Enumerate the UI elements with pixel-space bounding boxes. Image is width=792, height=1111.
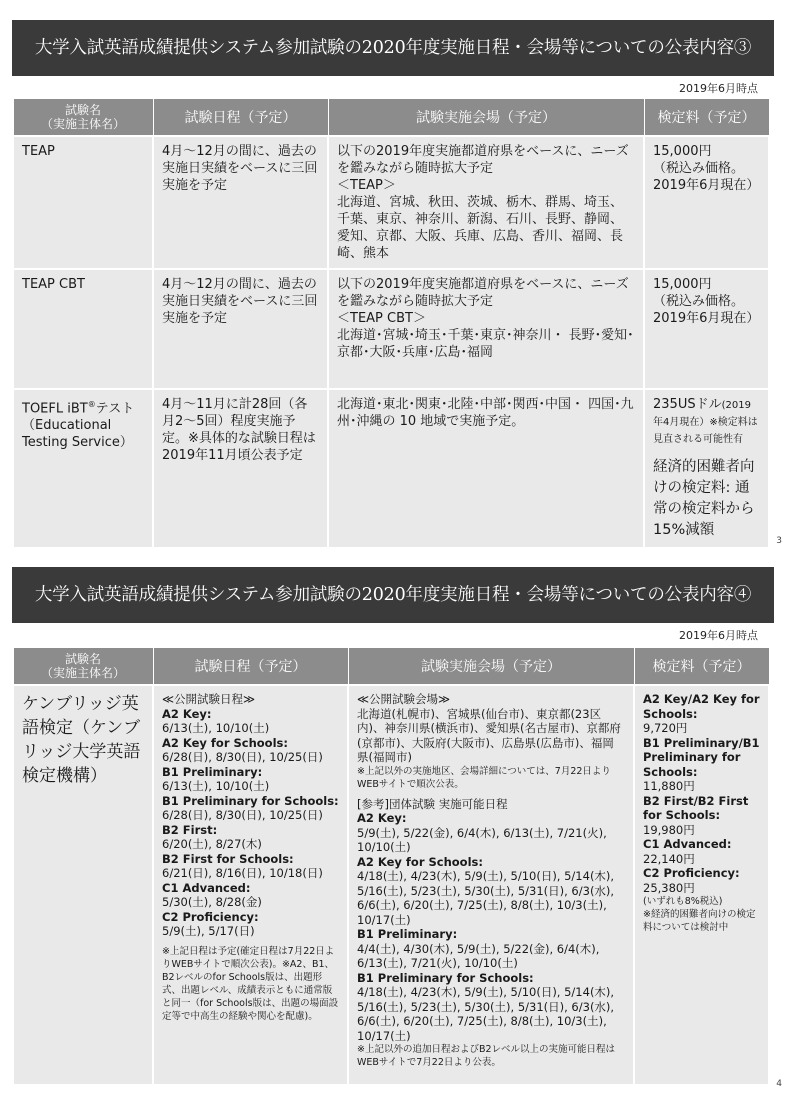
group-item-label: A2 Key:: [357, 811, 407, 825]
venue-note: ※上記以外の実施地区、会場詳細については、7月22日よりWEBサイトで順次公表。: [357, 765, 611, 790]
page-number: 3: [776, 536, 782, 546]
schedule-item-value: 6/21(日), 8/16(日), 10/18(日): [162, 866, 323, 880]
header-label: 試験名: [64, 652, 101, 666]
fee-item-label: B2 First/B2 First for Schools:: [643, 793, 749, 822]
exam-venue: [328, 269, 644, 389]
group-item-value: 4/18(土), 4/23(木), 5/9(土), 5/10(日), 5/14(木), 5/16(土), 5/23(土), 5/30(土), 5/31(日), 6/3(水), 6/6(土), 6/20(土), 7/25(土), 8/8(土), 10/3(土), 10/17(土): [357, 985, 615, 1043]
venue-list: 北海道･宮城･埼玉･千葉･東京･神奈川・ 長野･愛知･京都･大阪･兵庫･広島･福岡: [337, 328, 634, 360]
schedule-item-value: 5/9(土), 5/17(日): [162, 924, 255, 938]
slide-4: [12, 567, 782, 1089]
venue-heading: ≪公開試験会場≫: [357, 692, 451, 706]
exam-name: [13, 389, 153, 548]
schedule-item-label: B1 Preliminary:: [162, 764, 263, 779]
fee-item-label: C2 Proficiency:: [643, 866, 740, 880]
fee-value: 235USドル: [653, 397, 722, 412]
group-item-label: A2 Key for Schools:: [357, 854, 483, 869]
group-heading: [参考]団体試験 実施可能日程: [357, 796, 508, 811]
fee-note: （税込み価格。2019年6月現在）: [653, 294, 760, 326]
schedule-item-label: B2 First for Schools:: [162, 851, 294, 866]
fee-reduction: 経済的困難者向けの検定料: 通常の検定料から15%減額: [653, 459, 755, 538]
venue-tag: ＜TEAP＞: [337, 178, 396, 193]
group-schedule-list: [357, 811, 625, 1043]
fee-item-value: 11,880円: [643, 779, 695, 793]
venue-list: 北海道、宮城、秋田、茨城、栃木、群馬、埼玉、千葉、東京、神奈川、新潟、石川、長野、静岡、愛知、京都、大阪、兵庫、広島、香川、福岡、長崎、熊本: [337, 195, 624, 261]
exam-name: ケンブリッジ英語検定（ケンブリッジ大学英語検定機構）: [13, 685, 153, 1085]
slide-title: 大学入試英語成績提供システム参加試験の2020年度実施日程・会場等についての公表内容④: [12, 567, 774, 623]
group-item-value: 4/18(土), 4/23(木), 5/9(土), 5/10(日), 5/14(木), 5/16(土), 5/23(土), 5/30(土), 5/31(日), 6/3(水), 6/6(土), 6/20(土), 7/25(土), 8/8(土), 10/3(土), 10/17(土): [357, 869, 615, 927]
exam-fee: [634, 685, 769, 1085]
schedule-item-value: 6/28(日), 8/30(日), 10/25(日): [162, 808, 323, 822]
header-sublabel: （実施主体名）: [40, 666, 125, 680]
schedule-item-value: 5/30(土), 8/28(金): [162, 895, 262, 909]
venue-text: 北海道(札幌市)、宮城県(仙台市)、東京都(23区内)、神奈川県(横浜市)、愛知県(名古屋市)、京都府(京都市)、大阪府(大阪市)、広島県(広島市)、福岡県(福岡市): [357, 706, 621, 764]
exam-fee: [644, 269, 769, 389]
group-item-value: 5/9(土), 5/22(金), 6/4(木), 6/13(土), 7/21(火), 10/10(土): [357, 825, 607, 854]
registered-mark: ®: [87, 400, 96, 409]
exam-name: TEAP CBT: [13, 269, 153, 389]
fee-note: （税込み価格。2019年6月現在）: [653, 161, 760, 193]
exam-schedule: 4月～11月に計28回（各月2～5回）程度実施予定。※具体的な試験日程は2019年11月頃公表予定: [153, 389, 328, 548]
fee-item-value: 19,980円: [643, 822, 695, 837]
table-row: [13, 685, 769, 1085]
fee-note: ※経済的困難者向けの検定料については検討中: [643, 909, 756, 933]
header-exam-name: [13, 99, 153, 137]
exam-fee: [644, 136, 769, 269]
exam-name: TEAP: [13, 136, 153, 269]
fee-list: [643, 692, 760, 895]
schedule-item-label: A2 Key for Schools:: [162, 735, 288, 750]
group-note: ※上記以外の追加日程およびB2レベル以上の実施可能日程はWEBサイトで7月22日より公表。: [357, 1044, 616, 1068]
fee-item-value: 9,720円: [643, 721, 688, 735]
fee-item-value: 25,380円: [643, 880, 695, 895]
schedule-item-label: B1 Preliminary for Schools:: [162, 793, 339, 808]
venue-intro: 以下の2019年度実施都道府県をベースに、ニーズを鑑みながら随時拡大予定: [337, 277, 629, 309]
exam-venue: [328, 136, 644, 269]
exam-table: [12, 647, 770, 1086]
schedule-item-label: C1 Advanced:: [162, 880, 251, 895]
schedule-item-label: B2 First:: [162, 822, 218, 837]
header-label: 試験名: [64, 103, 101, 117]
schedule-item-value: 6/13(土), 10/10(土): [162, 779, 270, 793]
venue-tag: ＜TEAP CBT＞: [337, 311, 426, 326]
group-item-value: 4/4(土), 4/30(木), 5/9(土), 5/22(金), 6/4(木), 6/13(土), 7/21(火), 10/10(土): [357, 941, 600, 970]
exam-venue: 北海道･東北･関東･北陸･中部･関西･中国・ 四国･九州･沖縄の 10 地域で実施予定。: [328, 389, 644, 548]
header-schedule: 試験日程（予定）: [153, 648, 348, 686]
schedule-item-label: C2 Proficiency:: [162, 909, 259, 924]
table-row: [13, 389, 769, 548]
schedule-item-value: 6/28(日), 8/30(日), 10/25(日): [162, 750, 323, 764]
exam-schedule: 4月～12月の間に、過去の実施日実績をベースに三回実施を予定: [153, 269, 328, 389]
venue-intro: 以下の2019年度実施都道府県をベースに、ニーズを鑑みながら随時拡大予定: [337, 144, 629, 176]
slide-title: 大学入試英語成績提供システム参加試験の2020年度実施日程・会場等についての公表内容③: [12, 20, 774, 76]
page-number: 4: [776, 1079, 782, 1089]
exam-fee: [644, 389, 769, 548]
fee-item-label: A2 Key/A2 Key for Schools:: [643, 692, 760, 721]
fee-item-label: B1 Preliminary/B1 Preliminary for Schools:: [643, 735, 760, 779]
header-exam-name: [13, 648, 153, 686]
schedule-heading: ≪公開試験日程≫: [162, 692, 256, 706]
header-venue: 試験実施会場（予定）: [328, 99, 644, 137]
schedule-list: [162, 707, 339, 939]
header-fee: 検定料（予定）: [634, 648, 769, 686]
exam-venue: [348, 685, 634, 1085]
schedule-note: ※上記日程は予定(確定日程は7月22日よりWEBサイトで順次公表)。※A2、B1、B2レベルのfor Schools版は、出題形式、出題レベル、成績表示ともに通常版と同一（for Schools版は、出題の場面設定等で中高生の経験や関心を配慮)。: [162, 945, 339, 1022]
exam-schedule: 4月～12月の間に、過去の実施日実績をベースに三回実施を予定: [153, 136, 328, 269]
slide-3: [12, 20, 782, 546]
table-header-row: [13, 99, 769, 137]
header-sublabel: （実施主体名）: [40, 117, 125, 131]
exam-name-rest: テスト: [95, 401, 135, 417]
table-row: [13, 269, 769, 389]
header-venue: 試験実施会場（予定）: [348, 648, 634, 686]
fee-tax-note: (いずれも8%税込): [643, 896, 723, 907]
as-of-date: 2019年6月時点: [679, 629, 758, 642]
fee-note: (2019年4月現在）※検定料は見直される可能性有: [653, 400, 758, 445]
group-item-label: B1 Preliminary for Schools:: [357, 970, 534, 985]
table-row: [13, 136, 769, 269]
exam-schedule: [153, 685, 348, 1085]
schedule-item-value: 6/20(土), 8/27(木): [162, 837, 262, 851]
exam-org: （Educational Testing Service）: [22, 418, 133, 451]
schedule-item-label: A2 Key:: [162, 706, 212, 721]
as-of-date: 2019年6月時点: [679, 82, 758, 95]
schedule-item-value: 6/13(土), 10/10(土): [162, 721, 270, 735]
exam-name-main: TOEFL iBT: [22, 401, 88, 417]
exam-table: [12, 98, 770, 549]
fee-item-value: 22,140円: [643, 851, 695, 866]
table-header-row: [13, 648, 769, 686]
fee-value: 15,000円: [653, 144, 712, 159]
group-item-label: B1 Preliminary:: [357, 927, 458, 941]
fee-item-label: C1 Advanced:: [643, 837, 732, 851]
fee-value: 15,000円: [653, 277, 712, 292]
header-schedule: 試験日程（予定）: [153, 99, 328, 137]
header-fee: 検定料（予定）: [644, 99, 769, 137]
